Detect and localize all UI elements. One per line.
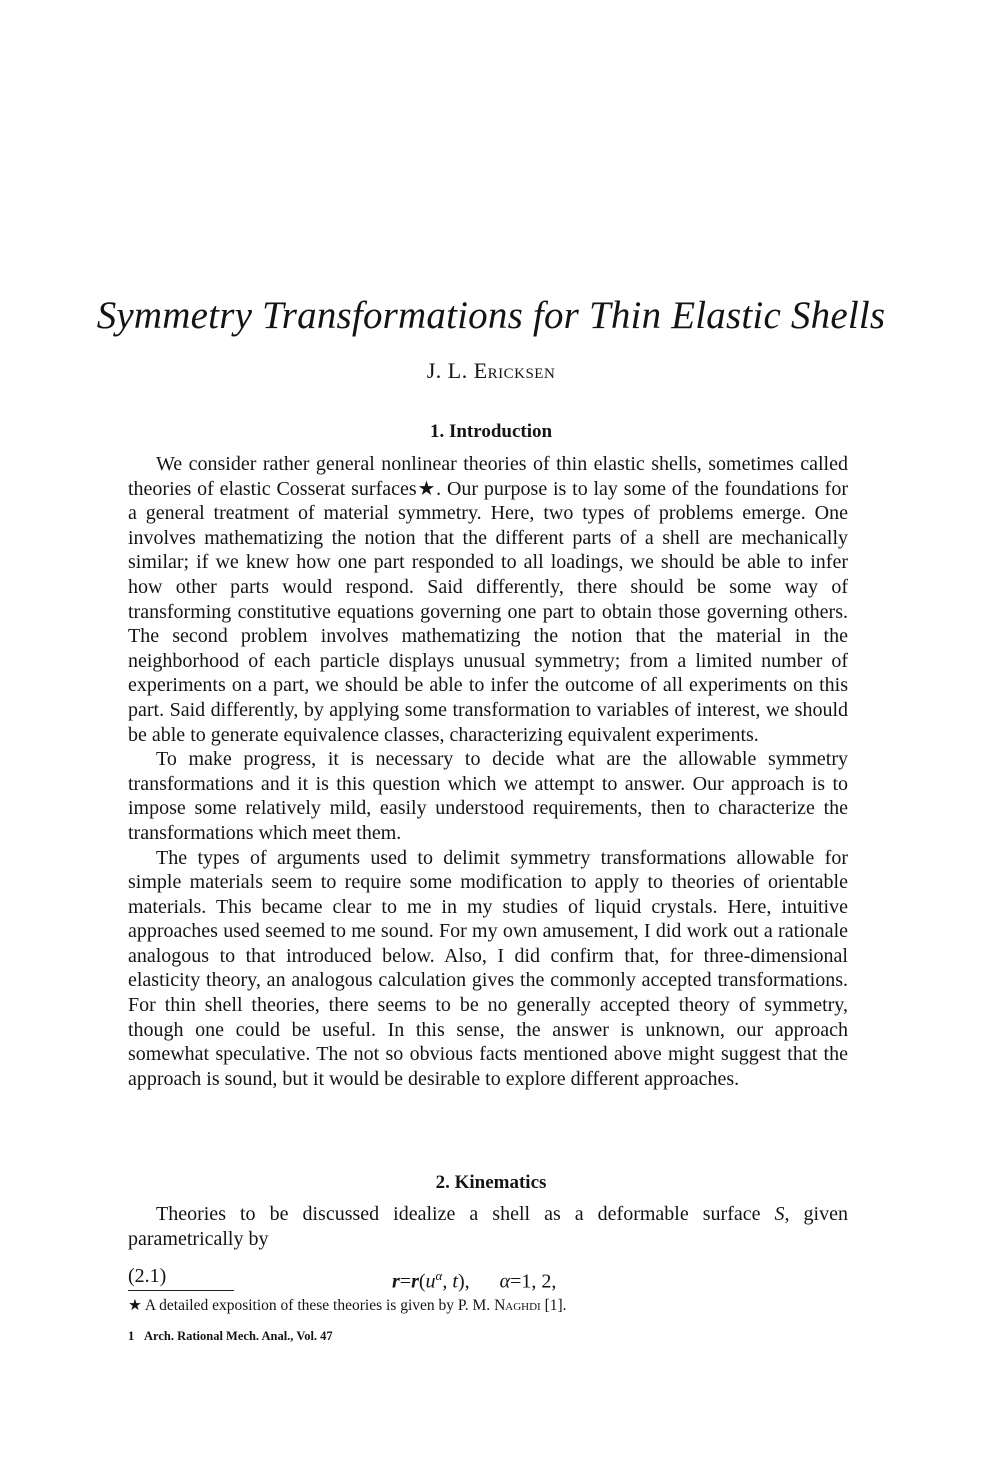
- intro-paragraph-1: We consider rather general nonlinear theories of thin elastic shells, sometimes called theories of elastic Cosserat surfaces★. Our purpose is to lay some of the foundations for a general treatment of material symmetry. Here, two types of problems emerge. One involves mathematizing the notion that the different parts of a shell are mechanically similar; if we knew how one part responded to all loadings, we should be able to infer how other parts would respond. Said differently, there should be some way of transforming constitutive equations governing one part to obtain those governing others. The second problem involves mathematizing the notion that the material in the neighborhood of each particle displays unusual symmetry; from a limited number of experiments on a part, we should be able to infer the outcome of all experiments on this part. Said differently, by applying some transformation to variables of interest, we should be able to generate equivalence classes, characterizing equivalent experiments.: [128, 453, 848, 746]
- eq-close: ),: [457, 1270, 470, 1293]
- eq-range: =1, 2,: [510, 1270, 557, 1293]
- kinematics-text-2: , given parametrically by: [128, 1203, 848, 1250]
- equation-2-1: [128, 1263, 848, 1293]
- footnote-marker: ★: [128, 1297, 142, 1314]
- eq-equals: =: [399, 1270, 412, 1293]
- footnote: [128, 1296, 848, 1316]
- section-1-body: [128, 452, 848, 1091]
- kinematics-text-1: Theories to be discussed idealize a shell as a deformable surface: [156, 1203, 775, 1225]
- author-name: [0, 356, 982, 386]
- author-initials: J. L.: [426, 358, 468, 383]
- intro-paragraph-2: To make progress, it is necessary to decide what are the allowable symmetry transformations and it is this question which we attempt to answer. Our approach is to impose some relatively mild, easily understood requirements, then to characterize the transformations which meet them.: [128, 748, 848, 844]
- journal-citation: Arch. Rational Mech. Anal., Vol. 47: [144, 1329, 333, 1343]
- surface-symbol: S: [774, 1203, 785, 1225]
- author-surname: Ericksen: [473, 358, 556, 383]
- intro-paragraph-3: The types of arguments used to delimit symmetry transformations allowable for simple materials seem to require some modification to apply to theories of orientable materials. This became clear to me in my studies of liquid crystals. Here, intuitive approaches used seemed to me sound. For my own amusement, I did work out a rationale analogous to that introduced below. Also, I did confirm that, for three-dimensional elasticity theory, an analogous calculation gives the commonly accepted transformations. For thin shell theories, there seems to be no generally accepted theory of symmetry, though one could be useful. In this sense, the answer is unknown, our approach somewhat speculative. The not so obvious facts mentioned above might suggest that the approach is sound, but it would be desirable to explore different approaches.: [128, 846, 848, 1090]
- kinematics-paragraph: [128, 1202, 848, 1251]
- eq-sup: α: [435, 1268, 443, 1283]
- section-2-heading: 2. Kinematics: [435, 1172, 547, 1193]
- eq-arg: u: [425, 1270, 436, 1293]
- paper-title: Symmetry Transformations for Thin Elastic Shells: [96, 294, 886, 337]
- equation-number: (2.1): [128, 1265, 167, 1287]
- footnote-text-2: [1].: [540, 1297, 567, 1314]
- journal-line: [128, 1328, 848, 1344]
- eq-fn: r: [411, 1270, 419, 1293]
- section-1-heading: 1. Introduction: [429, 421, 553, 442]
- footnote-text-1: A detailed exposition of these theories is given by P. M.: [141, 1297, 495, 1314]
- equation-expression: [392, 1263, 556, 1295]
- footnote-name: Naghdi: [494, 1297, 541, 1314]
- page-number: 1: [128, 1329, 135, 1343]
- footnote-rule: [128, 1290, 234, 1291]
- eq-t: t: [452, 1270, 458, 1293]
- eq-alpha: α: [499, 1270, 511, 1293]
- eq-comma: ,: [442, 1270, 453, 1293]
- eq-open: (: [418, 1270, 426, 1293]
- eq-lhs: r: [392, 1270, 400, 1293]
- section-2-body: [128, 1202, 848, 1251]
